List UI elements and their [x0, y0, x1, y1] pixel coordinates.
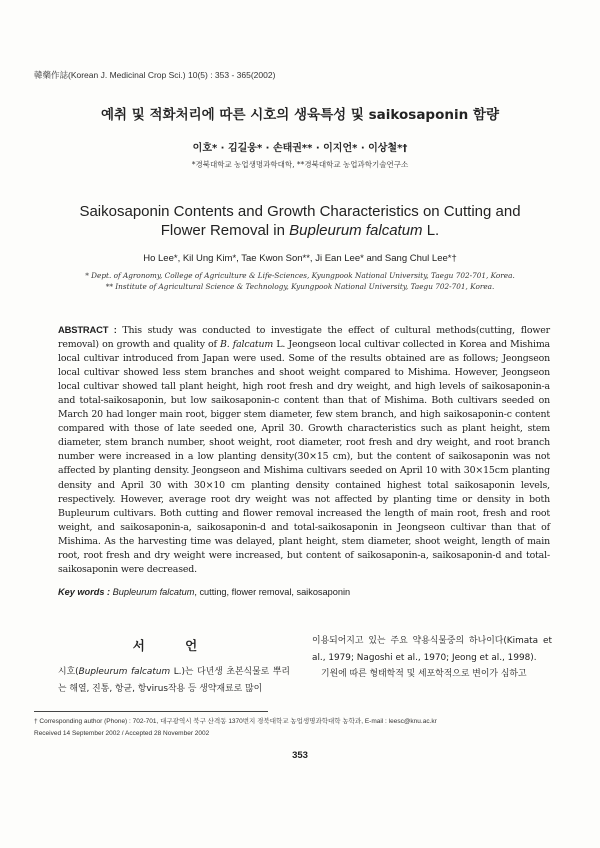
english-title-prefix: Flower Removal in: [160, 222, 290, 239]
english-title-line2: [40, 221, 560, 240]
abstract-species: B. falcatum: [220, 339, 274, 351]
abstract-label: ABSTRACT :: [58, 324, 117, 335]
english-title-suffix: L.: [422, 222, 440, 239]
footnote: [34, 716, 574, 739]
section-title: 서 언: [132, 638, 216, 653]
korean-authors: 이호* · 김길웅* · 손태권** · 이지언* · 이상철*†: [192, 143, 408, 154]
footnote-dates: Received 14 September 2002 / Accepted 28 November 2002: [34, 729, 210, 737]
abstract-text-2: L. Jeongseon local cultivar collected in Korea and Mishima local cultivar introduced from Japan were used. Some of the results obtained are as follows; Jeongseon local cultivar showed less stem branches and shoot weight compared to Mishima. However, Jeongseon local cultivar showed tall plant height, high root fresh and dry weight, and high levels of saikosaponin-a and total-saikosaponin, but low saikosaponin-c content than that of Mishima. Both cultivars seeded on March 20 had longer main root, bigger stem diameter, few stem branch, and high saikosaponin-c content compared with those of late seeded one, April 30. Growth characteristics such as plant height, stem diameter, stem branch number, shoot weight, root diameter, root fresh and dry weight, and root branch number were increased in a low planting density(30×15 cm), but the content of saikosaponin was not affected by planting density. Jeongseon and Mishima cultivars seeded on April 10 with 30×15cm planting density and April 30 with 30×10 cm planting density contained highest total saikosaponin levels, respectively. However, average root dry weight was not affected by planting time or density in both Bupleurum cultivars. Both cutting and flower removal increased the length of main root, fresh and root weight, and saikosaponin-a, saikosaponin-d and total-saikosaponin in Jeongseon cultivar than that of Mishima. As the harvesting time was delayed, plant height, stem diameter, shoot weight, length of main root, root fresh and dry weight were increased, but content of saikosaponin-a, saikosaponin-d and total-saikosaponin were decreased.: [58, 339, 550, 575]
keywords-species: Bupleurum falcatum: [112, 587, 195, 597]
right-column-para1: 이용되어지고 있는 주요 약용식물중의 하나이다(Kimata et al., 1979; Nagoshi et al., 1970; Jeong et al., 1998).: [312, 636, 552, 663]
right-column-para2: 기원에 따른 형태학적 및 세포학적으로 변이가 심하고: [321, 669, 527, 679]
abstract: [58, 323, 550, 577]
left-column-prefix: 시호(: [58, 667, 79, 677]
english-affiliation: [0, 271, 600, 292]
english-authors: Ho Lee*, Kil Ung Kim*, Tae Kwon Son**, Ji Ean Lee* and Sang Chul Lee*†: [143, 253, 457, 264]
english-affiliation-line1: * Dept. of Agronomy, College of Agriculture & Life-Sciences, Kyungpook National University, Taegu 702-701, Korea.: [85, 271, 515, 280]
english-title: [40, 202, 560, 240]
keywords: [58, 587, 550, 597]
keywords-rest: , cutting, flower removal, saikosaponin: [194, 587, 351, 597]
left-column-text: [58, 664, 290, 697]
english-title-line1: Saikosaponin Contents and Growth Characteristics on Cutting and: [79, 203, 521, 220]
footnote-corresponding: † Corresponding author (Phone) : 702-701, 대구광역시 북구 산격동 1370번지 경북대학교 농업생명과학대학 농학과, E-mail : leesc@knu.ac.kr: [34, 718, 437, 725]
english-title-species: Bupleurum falcatum: [289, 222, 423, 239]
left-column-species: Bupleurum falcatum: [78, 667, 171, 677]
keywords-label: Key words :: [58, 587, 111, 597]
korean-affiliation: *경북대학교 농업생명과학대학, **경북대학교 농업과학기술연구소: [191, 160, 409, 169]
korean-title: 예취 및 적화처리에 따른 시호의 생육특성 및 saikosaponin 함량: [100, 107, 499, 123]
english-affiliation-line2: ** Institute of Agricultural Science & Technology, Kyungpook National University, Taegu 702-701, Korea.: [105, 281, 495, 291]
abstract-text-1: This study was conducted to investigate the effect of cultural methods(cutting, flower removal) on growth and quality of: [58, 325, 550, 351]
left-column-suffix: L.)는 다년생 초본식물로 뿌리는 해열, 진통, 항균, 항virus작용 등 생약재료로 많이: [58, 667, 290, 694]
journal-citation: 韓藥作誌(Korean J. Medicinal Crop Sci.) 10(5) : 353 - 365(2002): [34, 70, 276, 80]
footnote-divider: [34, 711, 268, 712]
right-column-text: [312, 633, 552, 683]
page-number: 353: [292, 750, 308, 761]
